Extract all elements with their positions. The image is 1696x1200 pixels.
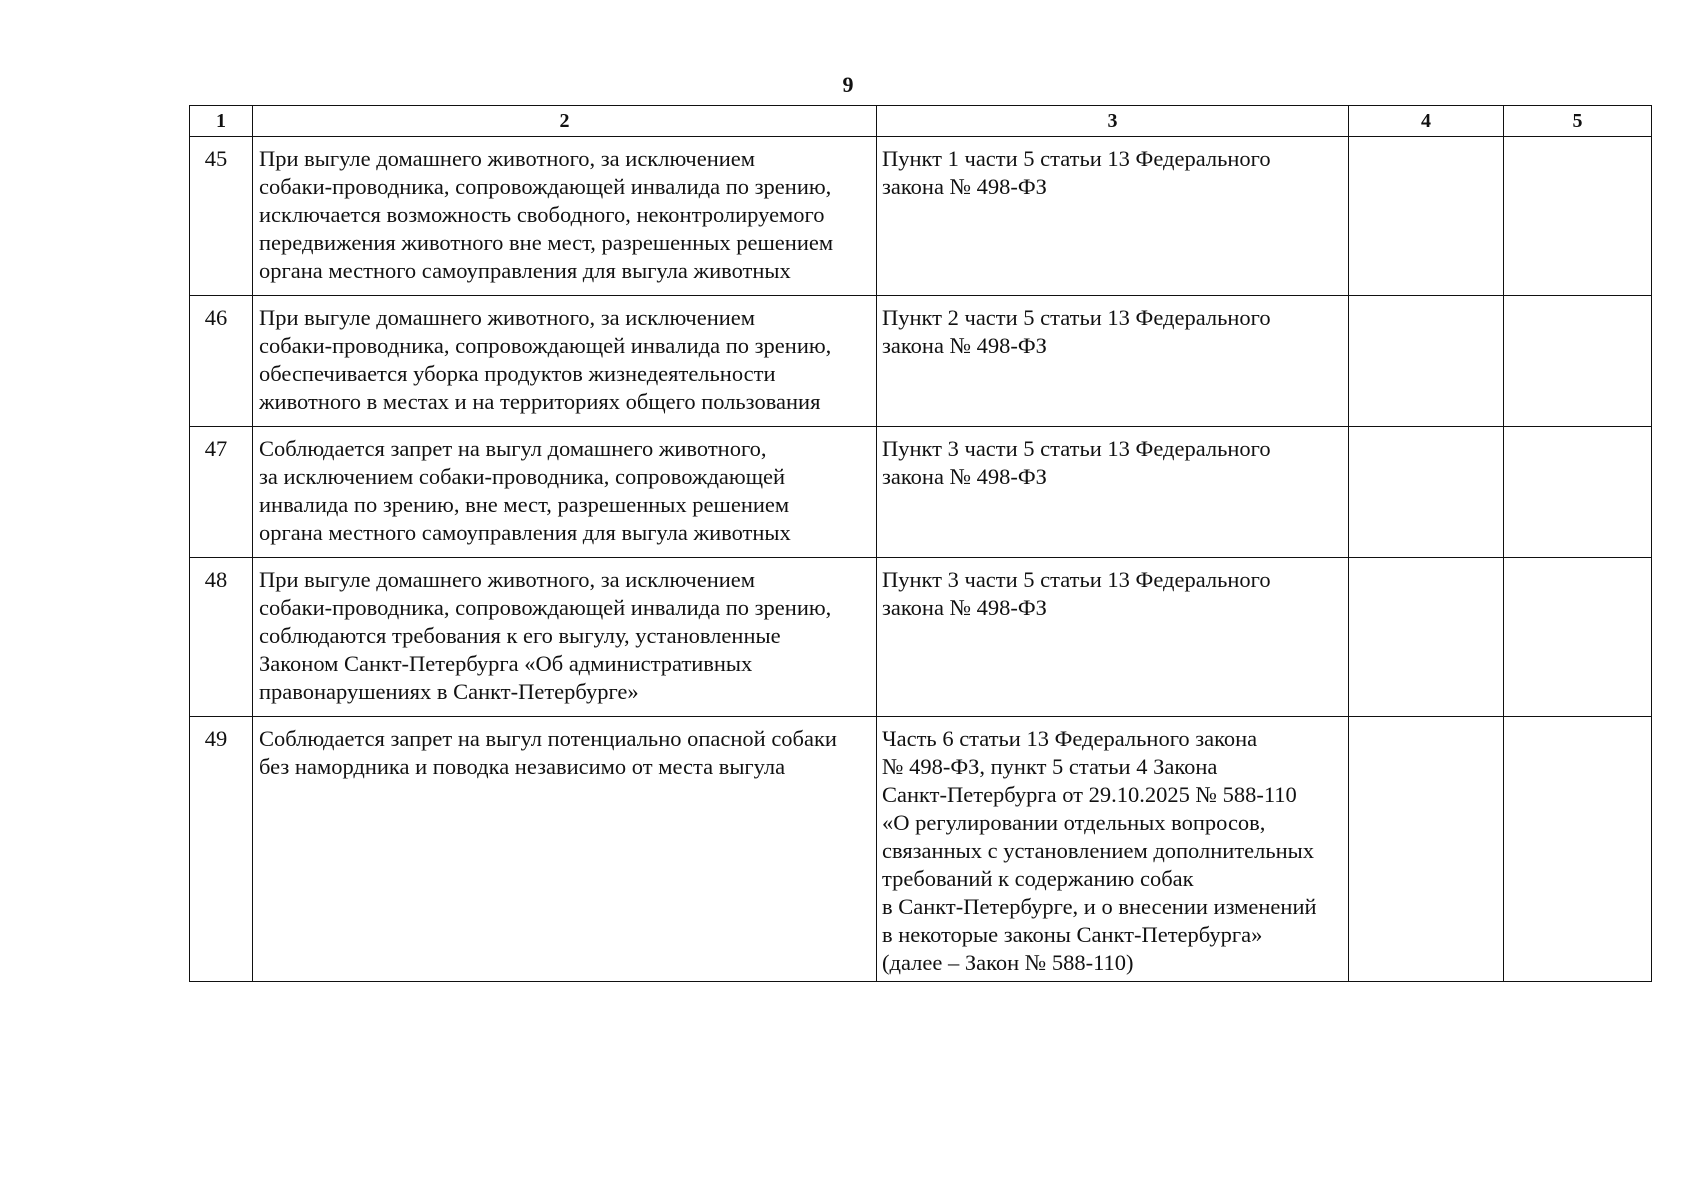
requirement-line: правонарушениях в Санкт-Петербурге» [259,679,639,704]
reference-cell [877,427,1349,558]
col5-cell [1504,717,1652,982]
reference-line: закона № 498-ФЗ [882,595,1047,620]
row-number: 49 [190,717,253,982]
col4-cell [1349,296,1504,427]
reference-line: в Санкт-Петербурге, и о внесении изменений [882,894,1317,919]
reference-line: закона № 498-ФЗ [882,333,1047,358]
col4-cell [1349,558,1504,717]
table-row [190,296,1652,427]
requirement-line: При выгуле домашнего животного, за исключением [259,146,756,171]
reference-line: требований к содержанию собак [882,866,1194,891]
page-number: 9 [842,72,854,97]
reference-line: Пункт 3 части 5 статьи 13 Федерального [882,567,1271,592]
reference-line: Пункт 2 части 5 статьи 13 Федерального [882,305,1271,330]
col5-cell [1504,558,1652,717]
requirement-line: При выгуле домашнего животного, за исключением [259,567,756,592]
row-number: 47 [190,427,253,558]
requirement-line: соблюдаются требования к его выгулу, установленные [259,623,781,648]
reference-line: Пункт 1 части 5 статьи 13 Федерального [882,146,1271,171]
requirement-line: Соблюдается запрет на выгул домашнего животного, [259,436,767,461]
row-number: 48 [190,558,253,717]
requirement-line: собаки-проводника, сопровождающей инвалида по зрению, [259,595,832,620]
requirement-cell [253,296,877,427]
reference-cell [877,296,1349,427]
header-col-2: 2 [253,106,877,137]
requirement-line: инвалида по зрению, вне мест, разрешенных решением [259,492,790,517]
reference-line: в некоторые законы Санкт-Петербурга» [882,922,1263,947]
reference-cell [877,717,1349,982]
col5-cell [1504,427,1652,558]
col4-cell [1349,137,1504,296]
header-col-3: 3 [877,106,1349,137]
requirement-line: животного в местах и на территориях общего пользования [259,389,821,414]
col5-cell [1504,296,1652,427]
col5-cell [1504,137,1652,296]
requirement-line: органа местного самоуправления для выгула животных [259,520,791,545]
requirement-cell [253,717,877,982]
table-row [190,427,1652,558]
reference-line: (далее – Закон № 588-110) [882,950,1134,975]
header-col-4: 4 [1349,106,1504,137]
reference-cell [877,137,1349,296]
requirement-line: исключается возможность свободного, неконтролируемого [259,202,825,227]
requirement-cell [253,558,877,717]
requirement-cell [253,137,877,296]
reference-cell [877,558,1349,717]
requirement-line: Соблюдается запрет на выгул потенциально опасной собаки [259,726,837,751]
table-row [190,717,1652,982]
requirement-line: При выгуле домашнего животного, за исключением [259,305,756,330]
row-number: 46 [190,296,253,427]
header-col-5: 5 [1504,106,1652,137]
requirement-line: органа местного самоуправления для выгула животных [259,258,791,283]
reference-line: связанных с установлением дополнительных [882,838,1315,863]
reference-line: Пункт 3 части 5 статьи 13 Федерального [882,436,1271,461]
requirement-line: собаки-проводника, сопровождающей инвалида по зрению, [259,333,832,358]
col4-cell [1349,717,1504,982]
reference-line: закона № 498-ФЗ [882,464,1047,489]
requirement-line: обеспечивается уборка продуктов жизнедеятельности [259,361,776,386]
reference-line: Санкт-Петербурга от 29.10.2025 № 588-110 [882,782,1297,807]
table-header-row [190,106,1652,137]
requirements-table [189,105,1652,982]
requirement-cell [253,427,877,558]
requirement-line: Законом Санкт-Петербурга «Об административных [259,651,753,676]
reference-line: Часть 6 статьи 13 Федерального закона [882,726,1258,751]
table-row [190,558,1652,717]
requirement-line: собаки-проводника, сопровождающей инвалида по зрению, [259,174,832,199]
requirement-line: без намордника и поводка независимо от места выгула [259,754,786,779]
reference-line: «О регулировании отдельных вопросов, [882,810,1266,835]
row-number: 45 [190,137,253,296]
reference-line: закона № 498-ФЗ [882,174,1047,199]
col4-cell [1349,427,1504,558]
reference-line: № 498-ФЗ, пункт 5 статьи 4 Закона [882,754,1218,779]
requirement-line: за исключением собаки-проводника, сопровождающей [259,464,786,489]
requirement-line: передвижения животного вне мест, разрешенных решением [259,230,834,255]
table-row [190,137,1652,296]
header-col-1: 1 [190,106,253,137]
